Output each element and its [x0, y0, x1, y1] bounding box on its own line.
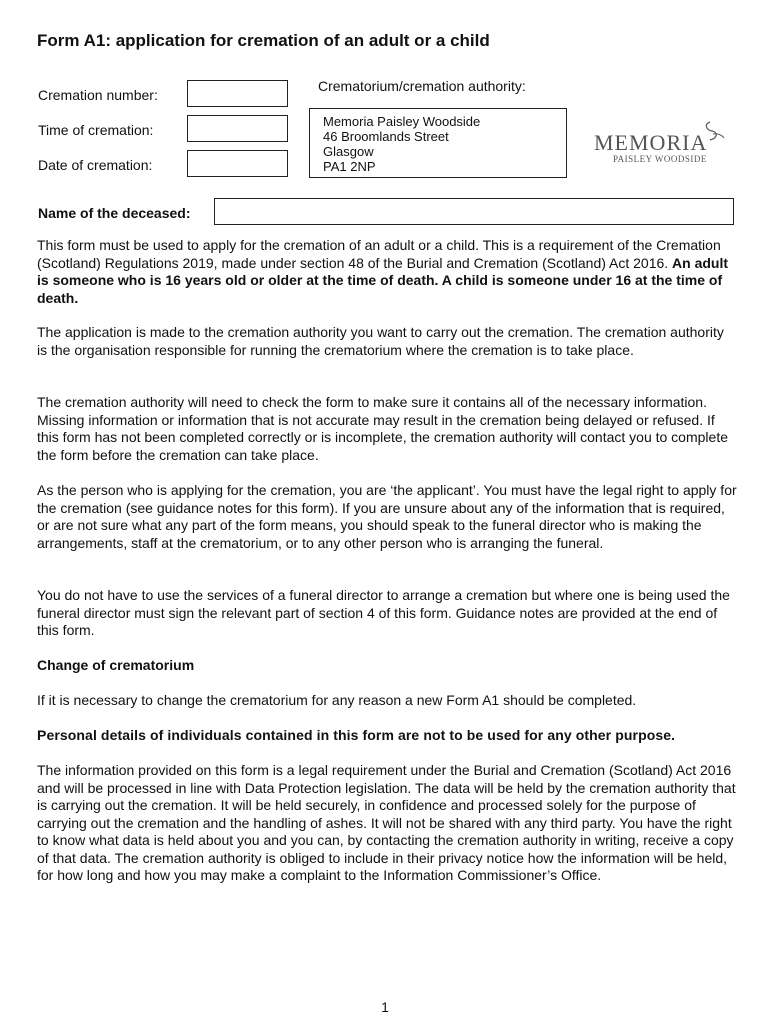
applicant-paragraph: As the person who is applying for the cremation, you are ‘the applicant’. You must have the legal right to apply for the cremation (see guidance notes for this form). If you are unsure about any of the information that is required, or are not sure what any part of the form means, you should speak to the funeral director who is making the arrangements, staff at the crematorium, or to any other person who is arranging the funeral.	[37, 482, 737, 551]
time-of-cremation-field[interactable]	[187, 115, 288, 142]
change-crematorium-heading: Change of crematorium	[37, 657, 195, 673]
funeral-director-paragraph: You do not have to use the services of a funeral director to arrange a cremation but where one is being used the funeral director must sign the relevant part of section 4 of this form. Guidance notes are provided at the end of this form.	[37, 587, 730, 638]
time-of-cremation-label: Time of cremation:	[38, 122, 154, 138]
date-of-cremation-field[interactable]	[187, 150, 288, 177]
date-of-cremation-label: Date of cremation:	[38, 157, 153, 173]
deceased-name-label: Name of the deceased:	[38, 205, 191, 221]
address-line: 46 Broomlands Street	[323, 129, 449, 144]
crematorium-address-box	[309, 108, 567, 178]
check-paragraph: The cremation authority will need to check the form to make sure it contains all of the necessary information. Missing information or information that is not accurate may result in the cremation being delayed or refused. If this form has not been completed correctly or is incomplete, the cremation authority will contact you to complete the form before the cremation can take place.	[37, 394, 728, 463]
cremation-number-label: Cremation number:	[38, 87, 158, 103]
deceased-name-field[interactable]	[214, 198, 734, 225]
cremation-number-field[interactable]	[187, 80, 288, 107]
address-line: Memoria Paisley Woodside	[323, 114, 481, 129]
address-line: Glasgow	[323, 144, 374, 159]
intro-text: This form must be used to apply for the cremation of an adult or a child. This is a requirement of the Cremation (Scotland) Regulations 2019, made under section 48 of the Burial and Cremation (Scotland) Act 2016.	[37, 237, 721, 271]
personal-details-notice: Personal details of individuals contained in this form are not to be used for any other purpose.	[37, 727, 676, 743]
data-protection-paragraph: The information provided on this form is a legal requirement under the Burial and Cremation (Scotland) Act 2016 and will be processed in line with Data Protection legislation. The data will be held by the cremation authority that is carrying out the cremation. It will be held securely, in confidence and processed solely for the purpose of carrying out the cremation and the handling of ashes. It will not be shared with any third party. You have the right to know what data is held about you and you can, by contacting the cremation authority in writing, receive a copy of that data. The cremation authority is obliged to include in their privacy notice how the information will be held, for how long and how you may make a complaint to the Information Commissioner’s Office.	[37, 762, 736, 883]
page-number: 1	[381, 999, 389, 1015]
form-title: Form A1: application for cremation of an adult or a child	[37, 31, 490, 50]
application-paragraph: The application is made to the cremation authority you want to carry out the cremation. The cremation authority is the organisation responsible for running the crematorium where the cremation is to take place.	[37, 324, 724, 358]
logo-wordmark: MEMORIA	[594, 130, 708, 155]
address-line: PA1 2NP	[323, 159, 376, 174]
age-definition-text: An adult is someone who is 16 years old or older at the time of death. A child is someone under 16 at the time of death.	[37, 254, 729, 306]
logo-swirl-icon	[698, 120, 726, 146]
logo-subtitle: PAISLEY WOODSIDE	[613, 154, 707, 164]
memoria-logo	[590, 120, 730, 170]
change-crematorium-paragraph: If it is necessary to change the crematorium for any reason a new Form A1 should be completed.	[37, 692, 637, 708]
intro-paragraph	[37, 237, 737, 307]
crematorium-authority-label: Crematorium/cremation authority:	[318, 78, 526, 94]
